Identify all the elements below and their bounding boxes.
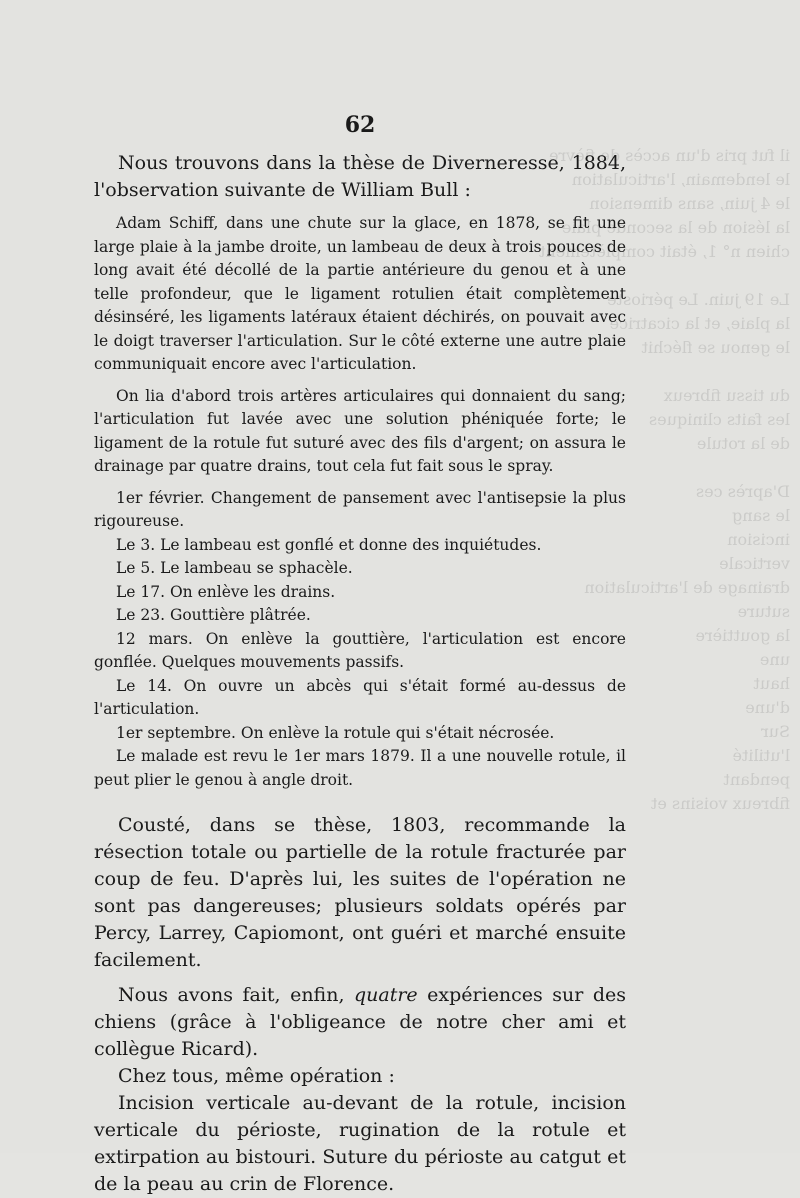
observation-case: Adam Schiff, dans une chute sur la glace, en 1878, se fit une large plaie à la jambe droite, un lambeau de deux à trois pouces de long avait été décollé de la partie antérieure du genou et à une telle profondeur, que le ligament rotulien était complètement désinséré, les ligaments latéraux étaient déchirés, on pouvait avec le doigt traverser l'articulation. Sur le côté externe une autre plaie communiquait encore avec l'articulation. [94,214,626,373]
observation-entry: Le 5. Le lambeau se sphacèle. [116,559,353,577]
chez-tous-paragraph: Chez tous, même opération : [118,1065,395,1087]
observation-entry: Le malade est revu le 1er mars 1879. Il a une nouvelle rotule, il peut plier le genou à angle droit. [94,747,626,789]
experiences-paragraph [94,982,626,1063]
couste-paragraph: Cousté, dans se thèse, 1803, recommande la résection totale ou partielle de la rotule fracturée par coup de feu. D'après lui, les suites de l'opération ne sont pas dangereuses; plusieurs soldats opérés par Percy, Larrey, Capiomont, ont guéri et marché ensuite facilement. [94,814,626,971]
observation-entry: Le 14. On ouvre un abcès qui s'était formé au-dessus de l'articulation. [94,676,626,718]
page-body [94,150,626,1198]
experiences-emphasis: quatre [353,984,418,1006]
intro-paragraph: Nous trouvons dans la thèse de Diverneresse, 1884, l'observation suivante de William Bull : [94,152,626,201]
show-through-texture: il fut pris d'un accès de fièvre le lendemain, l'articulation le 4 juin, sans dimension la lésion de la seconde plaie chien n° 1, était complètement Le 19 juin. Le périoste la plaie, et la cicatrice le genou se fléchit du tissu fibreux les faits cliniques de la rotule D'après ces le sang incision verticale drainage de l'articulation suture la gouttière une haut d'une Sur l'utilité pendant fibreux voisins et [539,146,790,813]
page-number: 62 [344,112,376,138]
incision-paragraph: Incision verticale au-devant de la rotule, incision verticale du périoste, rugination de la rotule et extirpation au bistouri. Suture du périoste au catgut et de la peau au crin de Florence. [94,1092,626,1195]
observation-entry: 1er février. Changement de pansement avec l'antisepsie la plus rigoureuse. [94,488,626,530]
experiences-text-before: Nous avons fait, enfin, [118,984,354,1006]
observation-entry: Le 3. Le lambeau est gonflé et donne des inquiétudes. [116,535,542,554]
observation-treatment: On lia d'abord trois artères articulaires qui donnaient du sang; l'articulation fut lavée avec une solution phéniquée forte; le ligament de la rotule fut suturé avec des fils d'argent; on assura le drainage par quatre drains, tout cela fut fait sous le spray. [94,386,626,475]
experiences-text-after: expériences sur des chiens (grâce à l'obligeance de notre cher ami et collègue Ricard). [94,984,626,1060]
observation-entry: Le 23. Gouttière plâtrée. [116,606,311,624]
observation-entry: Le 17. On enlève les drains. [116,582,336,601]
observation-entry: 12 mars. On enlève la gouttière, l'articulation est encore gonflée. Quelques mouvements passifs. [94,629,626,671]
observation-entry: 1er septembre. On enlève la rotule qui s'était nécrosée. [116,723,555,742]
